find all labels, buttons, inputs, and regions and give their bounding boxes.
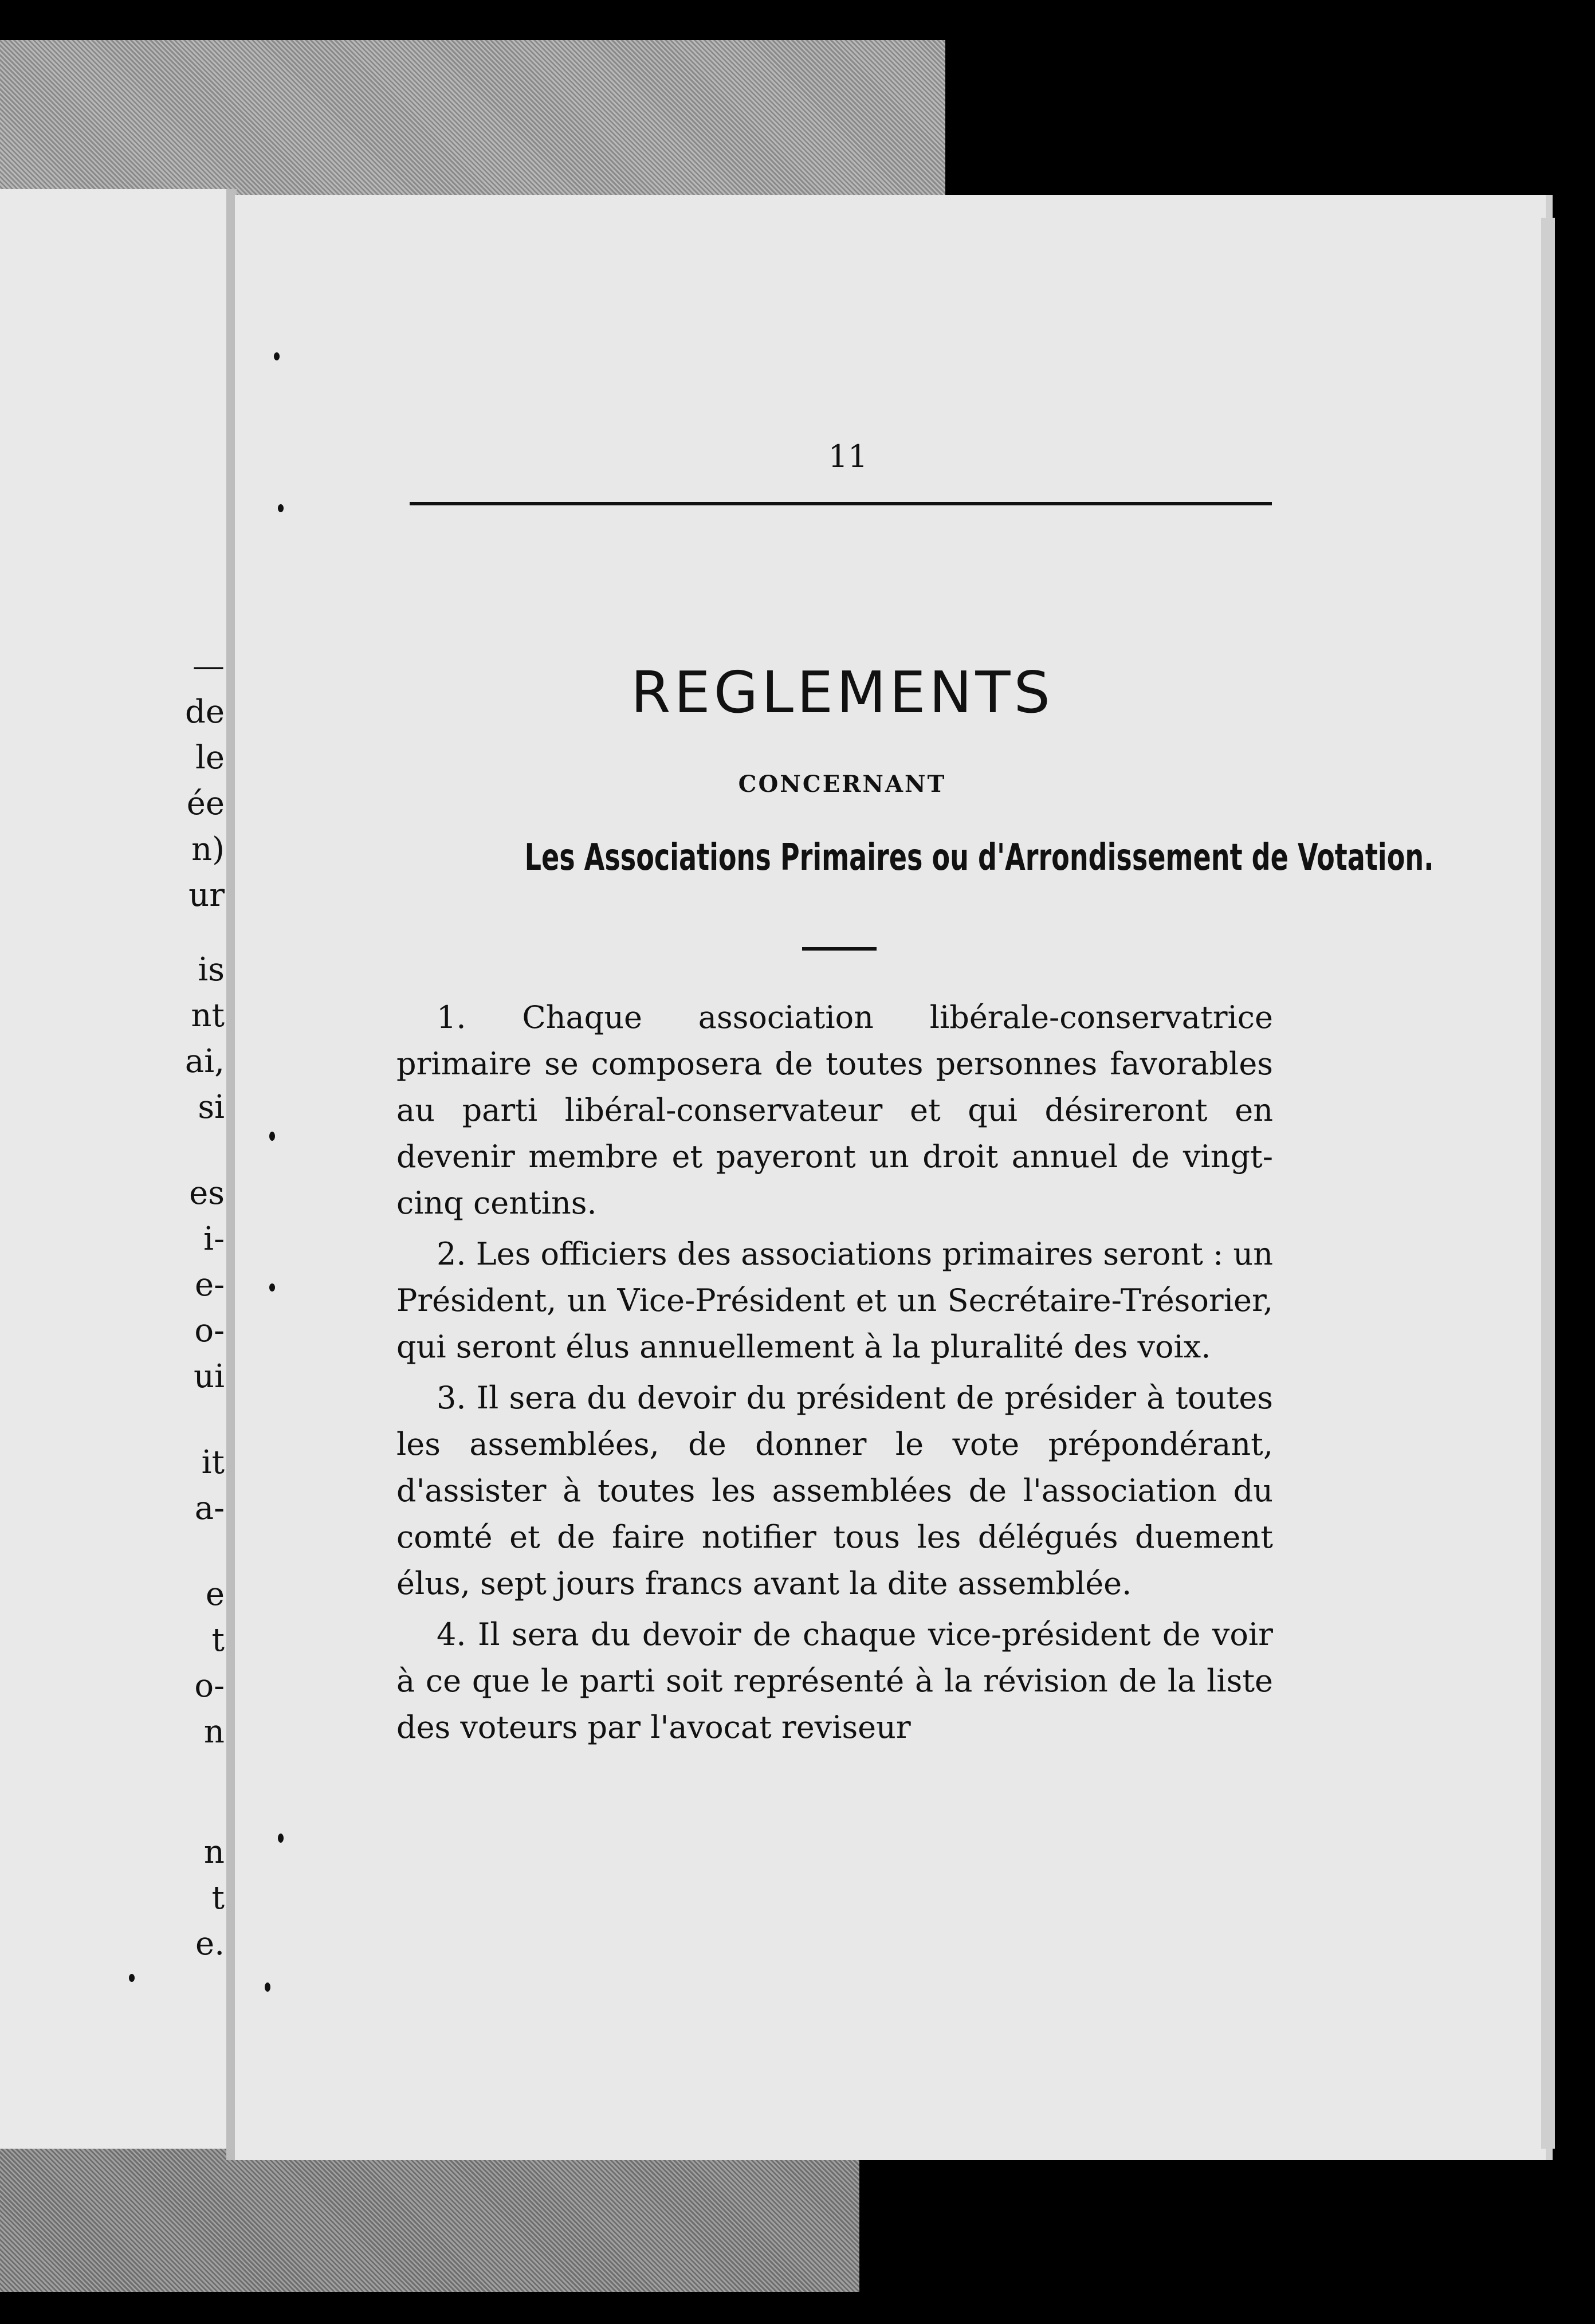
facing-page-fragment: ai, — [184, 1043, 225, 1080]
facing-page-fragment: ui — [194, 1358, 225, 1395]
facing-page-fragment: a- — [194, 1490, 225, 1527]
article-text: Les officiers des associations primaires seront : un Président, un Vice-Président et un Secrétaire-Trésorier, qui seront élus annuellement à la pluralité des voix. — [396, 1236, 1273, 1365]
facing-page-fragment: n — [203, 1834, 225, 1871]
cloth-binding-top — [0, 40, 945, 195]
facing-page-fragment: nt — [191, 997, 225, 1034]
article-paragraph — [396, 1611, 1273, 1750]
section-divider — [802, 947, 877, 951]
article-text: Chaque association libérale-conservatrice primaire se composera de toutes personnes favorables au parti libéral-conservateur et qui désireront en devenir membre et payeront un droit annuel de vingt-cinq centins. — [396, 999, 1273, 1221]
facing-page-fragment: e. — [195, 1925, 225, 1962]
article-text: Il sera du devoir de chaque vice-président de voir à ce que le parti soit représenté à la révision de la liste des voteurs par l'avocat reviseur — [396, 1616, 1273, 1745]
page-title: REGLEMENTS — [631, 659, 1054, 726]
scan-speck — [274, 352, 280, 360]
article-number: 3. — [437, 1380, 466, 1416]
body-text — [396, 994, 1273, 1755]
facing-page — [0, 189, 235, 2149]
article-number: 1. — [437, 999, 466, 1035]
facing-page-fragment: is — [198, 951, 225, 988]
facing-page-fragment: it — [201, 1444, 225, 1481]
article-text: Il sera du devoir du président de présider à toutes les assemblées, de donner le vote prépondérant, d'assister à toutes les assemblées de l'association du comté et de faire notifier tous les délégués duement élus, sept jours francs avant la dite assemblée. — [396, 1380, 1273, 1601]
facing-page-fragment: e- — [194, 1266, 225, 1304]
facing-page-fragment: si — [198, 1089, 225, 1126]
article-paragraph — [396, 1231, 1273, 1370]
facing-page-fragment: e — [205, 1576, 225, 1613]
article-number: 2. — [437, 1236, 466, 1272]
page-edge — [1541, 218, 1555, 2149]
scan-speck — [269, 1283, 275, 1291]
facing-page-fragment: — — [192, 647, 225, 685]
article-paragraph — [396, 1375, 1273, 1607]
facing-page-fragment: n) — [191, 831, 225, 868]
scan-speck — [129, 1974, 135, 1982]
scan-speck — [265, 1983, 270, 1992]
facing-page-fragment: o- — [194, 1312, 225, 1349]
facing-page-fragment: ur — [188, 877, 225, 914]
page-subtitle: CONCERNANT — [738, 771, 946, 798]
facing-page-fragment: le — [195, 739, 225, 776]
facing-page-fragment: t — [211, 1879, 225, 1917]
facing-page-fragment: es — [189, 1175, 225, 1212]
article-number: 4. — [437, 1616, 466, 1652]
facing-page-fragment: o- — [194, 1667, 225, 1705]
header-rule — [410, 502, 1272, 505]
scan-speck — [269, 1132, 275, 1141]
scan-speck — [278, 504, 284, 512]
facing-page-fragment: n — [203, 1713, 225, 1750]
scan-speck — [278, 1834, 284, 1843]
page-number: 11 — [828, 438, 868, 474]
facing-page-fragment: de — [185, 693, 225, 731]
facing-page-fragment: i- — [203, 1220, 225, 1258]
article-paragraph — [396, 994, 1273, 1226]
facing-page-fragment: t — [211, 1622, 225, 1659]
facing-page-fragment: ée — [186, 785, 225, 822]
section-heading: Les Associations Primaires ou d'Arrondissement de Votation. — [524, 837, 1434, 879]
